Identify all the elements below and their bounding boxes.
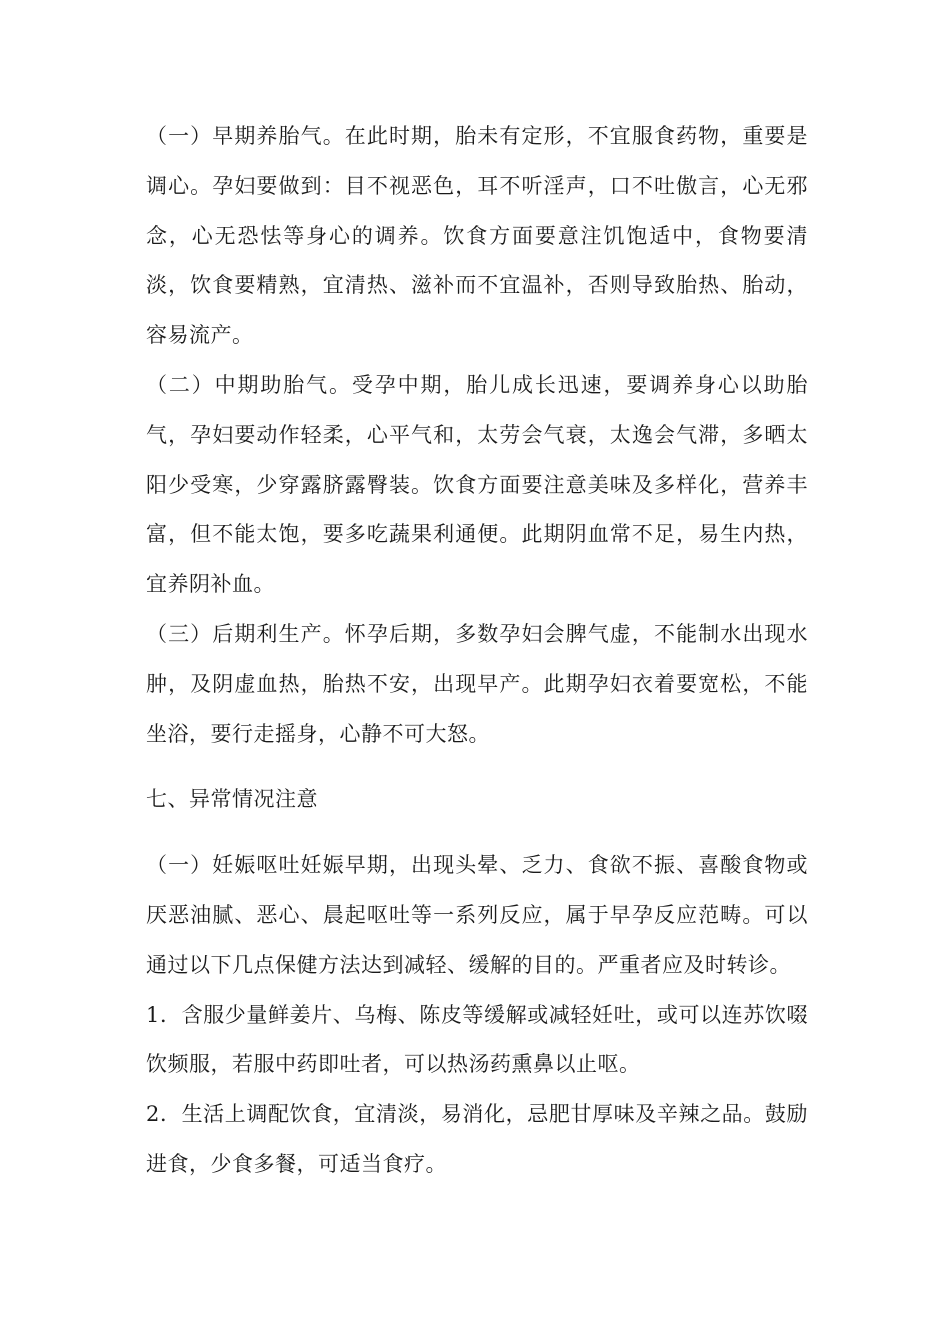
section-heading: 七、异常情况注意 xyxy=(146,787,318,812)
paragraph-early-pregnancy: （一）早期养胎气。在此时期，胎未有定形，不宜服食药物，重要是调心。孕妇要做到：目不视恶色，耳不听淫声，口不吐傲言，心无邪念，心无恐怯等身心的调养。饮食方面要意注饥饱适中，食物要清淡，饮食要精熟，宜清热、滋补而不宜温补，否则导致胎热、胎动，容易流产。 xyxy=(146,124,808,348)
list-item-1: 1．含服少量鲜姜片、乌梅、陈皮等缓解或减轻妊吐，或可以连苏饮啜饮频服，若服中药即吐者，可以热汤药熏鼻以止呕。 xyxy=(146,1002,808,1077)
paragraph-mid-pregnancy: （二）中期助胎气。受孕中期，胎儿成长迅速，要调养身心以助胎气，孕妇要动作轻柔，心平气和，太劳会气衰，太逸会气滞，多晒太阳少受寒，少穿露脐露臀装。饮食方面要注意美味及多样化，营养丰富，但不能太饱，要多吃蔬果利通便。此期阴血常不足，易生内热，宜养阴补血。 xyxy=(146,372,808,597)
list-item-2: 2．生活上调配饮食，宜清淡，易消化，忌肥甘厚味及辛辣之品。鼓励进食，少食多餐，可适当食疗。 xyxy=(146,1102,808,1176)
paragraph-late-pregnancy: （三）后期利生产。怀孕后期，多数孕妇会脾气虚，不能制水出现水肿，及阴虚血热，胎热不安，出现早产。此期孕妇衣着要宽松，不能坐浴，要行走摇身，心静不可大怒。 xyxy=(146,621,808,746)
document-page xyxy=(146,112,808,1190)
paragraph-morning-sickness: （一）妊娠呕吐妊娠早期，出现头晕、乏力、食欲不振、喜酸食物或厌恶油腻、恶心、晨起呕吐等一系列反应，属于早孕反应范畴。可以通过以下几点保健方法达到减轻、缓解的目的。严重者应及时转诊。 xyxy=(146,853,808,977)
